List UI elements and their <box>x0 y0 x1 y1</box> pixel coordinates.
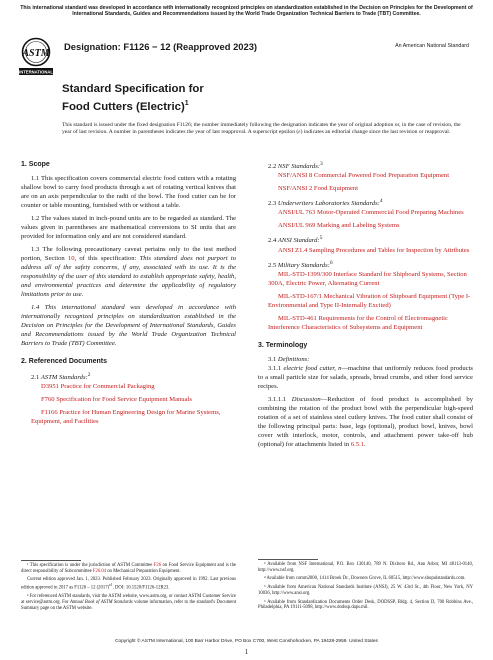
nsf-reference-item <box>258 171 473 180</box>
footnote-edition <box>21 577 236 591</box>
astm-logo-icon <box>19 37 53 77</box>
para-2-4-num: 2.4 <box>268 237 278 245</box>
para-3-1-label: Definitions: <box>277 355 310 363</box>
ansi-reference-code-link[interactable]: ANSI Z1.4 <box>278 246 308 254</box>
para-2-3 <box>258 197 473 208</box>
logo-letters: ASTM <box>22 48 50 59</box>
ul-reference-item <box>258 221 473 230</box>
footnotes-right <box>258 562 473 614</box>
footnote-3: ³ Available from NSF International, P.O. Box 130140, 789 N. Dixboro Rd., Ann Arbor, MI 48113-0140, http://www.nsf.org. <box>258 562 473 573</box>
footnote-2-text-b: volume information, refer to the standard's Document Summary page on the ASTM website. <box>21 600 236 611</box>
edition-doi: . DOI: 10.1520/F1126-12R23. <box>112 585 170 591</box>
nsf-reference-list <box>258 171 473 193</box>
astm-logo <box>19 37 53 77</box>
astm-reference-item <box>21 408 236 426</box>
astm-reference-item <box>21 395 236 404</box>
para-2-5 <box>258 259 473 270</box>
ansi-reference-list <box>258 246 473 255</box>
footnote-1 <box>21 563 236 574</box>
epsilon-marker: ε1 <box>109 583 113 588</box>
ul-reference-code-link[interactable]: ANSI/UL 763 <box>278 209 316 217</box>
nsf-reference-code-link[interactable]: NSF/ANSI 2 <box>278 185 313 193</box>
logo-label: INTERNATIONAL <box>19 69 53 75</box>
para-2-3-label: Underwriters Laboratories Standards: <box>277 200 380 208</box>
ul-reference-title-link[interactable]: Motor-Operated Commercial Food Preparing Machines <box>316 209 464 217</box>
para-3-1-1-1 <box>258 395 473 449</box>
designation: Designation: F1126 − 12 (Reapproved 2023) <box>64 41 258 52</box>
astm-reference-code-link[interactable]: D3951 <box>41 383 59 391</box>
section-heading-terminology: 3. Terminology <box>258 341 308 349</box>
military-reference-title-link[interactable]: Requirements for the Control of Electromagnetic Interference Characteristics of Subsystems and Equipment <box>268 314 448 331</box>
page-number: 1 <box>244 648 249 656</box>
para-1-3-text: 1.3 The following precautionary caveat pertains only to the test method portion, Section <box>21 246 236 262</box>
para-2-1 <box>21 371 236 382</box>
discussion-label: Discussion <box>291 395 321 403</box>
astm-reference-title-link[interactable]: Practice for Commercial Packaging <box>60 383 155 391</box>
section-6-5-1-link[interactable]: 6.5.1 <box>350 440 365 448</box>
footnote-marker[interactable]: 4 <box>379 198 383 205</box>
footnote-marker[interactable]: 2 <box>87 372 91 378</box>
para-1-3-text-b: , of this specification: <box>74 255 140 262</box>
astm-reference-title-link[interactable]: Specification for Food Service Equipment Manuals <box>56 396 192 404</box>
title-text: Food Cutters (Electric) <box>62 100 185 113</box>
right-column <box>258 160 473 453</box>
military-reference-title-link[interactable]: Interface Standard for Shipboard Systems, Section 300A, Electric Power, Alternating Current <box>268 270 467 287</box>
footnote-1-text-c: on Mechanical Preparation Equipment. <box>106 568 181 574</box>
footnote-2-text: ² For referenced ASTM standards, visit the ASTM website, www.astm.org, or contact ASTM Customer Service at service@astm.org. For <box>21 594 236 606</box>
top-notice: This international standard was developed in accordance with internationally recognized principles on standardization established in the Decision on Principles for the Development of International Standards, Guides and Recommendations issued by the World Trade Organization Technical Barriers to Trade (TBT) Committee. <box>20 5 473 18</box>
ansi-reference-title-link[interactable]: Sampling Procedures and Tables for Inspection by Attributes <box>308 246 470 254</box>
astm-reference-code-link[interactable]: F1166 <box>41 409 58 417</box>
annual-book-title: Annual Book of ASTM Standards <box>69 600 133 606</box>
para-3-1-num: 3.1 <box>268 355 278 363</box>
para-2-4 <box>258 234 473 245</box>
para-3-1-1 <box>258 364 473 391</box>
ul-reference-title-link[interactable]: Marking and Labeling Systems <box>316 222 400 230</box>
footnote-6: ⁶ Available from Standardization Documents Order Desk, DODSSP, Bldg. 4, Section D, 700 Robbins Ave., Philadelphia, PA 19111-5098, http://www.dodssp.daps.mil. <box>258 599 473 611</box>
footnote-marker[interactable]: 3 <box>319 161 323 167</box>
ul-reference-item <box>258 208 473 217</box>
military-reference-code-link[interactable]: MIL-STD-461 <box>278 314 317 322</box>
ul-reference-list <box>258 208 473 230</box>
ul-reference-code-link[interactable]: ANSI/UL 969 <box>278 222 316 230</box>
para-1-2: 1.2 The values stated in inch-pound units are to be regarded as standard. The values given in parentheses are mathematical conversions to SI units that are provided for information only and are not considered standard. <box>21 215 236 240</box>
para-2-2 <box>258 160 473 171</box>
copyright-notice: Copyright © ASTM International, 100 Barr Harbor Drive, PO Box C700, West Conshohocken, PA 19428-2959. United States <box>115 639 378 644</box>
footnote-divider-left <box>21 560 81 561</box>
para-2-3-num: 2.3 <box>268 200 278 208</box>
para-2-2-num: 2.2 <box>268 163 278 171</box>
section-heading-scope: 1. Scope <box>21 161 50 168</box>
military-reference-list <box>258 270 473 332</box>
safety-caveat: This standard does not purport to address all of the safety concerns, if any, associated with its use. It is the responsibility of the user of this standard to establish appropriate safety, health, and environmental practices and determine the applicability of regulatory limitations prior to use. <box>21 255 236 298</box>
footnote-divider-right <box>258 559 318 560</box>
term-definition: —machine that uniformly reduces food products to a small particle size for salads, spreads, bread crumbs, and other food service recipes. <box>258 364 473 390</box>
para-3-1-1-num: 3.1.1 <box>268 364 284 372</box>
para-1-4: 1.4 This international standard was developed in accordance with internationally recognized principles on standardization established in the Decision on Principles for the Development of International Standards, Guides and Recommendations issued by the World Trade Organization Technical Barriers to Trade (TBT) Committee. <box>21 304 236 347</box>
para-3-1-1-1-num: 3.1.1.1 <box>268 395 292 403</box>
astm-reference-item <box>21 382 236 391</box>
military-reference-item <box>258 292 473 310</box>
para-2-4-label: ANSI Standard: <box>277 237 320 245</box>
section-heading-referenced-documents: 2. Referenced Documents <box>21 358 107 365</box>
section-10-link[interactable]: 10 <box>67 255 75 262</box>
para-2-5-num: 2.5 <box>268 261 278 269</box>
discussion-text: —Reduction of food product is accomplished by combining the rotation of the product bowl with the perpendicular high-speed rotation of a set of stainless steel cutlery knives. The food cutter shall consist of the following principal parts: base, legs (optional), product bowl, knives, bowl cover with interlock, motor, controls, and attachment power take-off hub (optional) for attachments listed in <box>258 395 474 448</box>
astm-reference-code-link[interactable]: F760 <box>41 396 55 404</box>
footnote-marker[interactable]: 5 <box>319 235 323 242</box>
ansi-reference-item <box>258 246 473 255</box>
military-reference-item <box>258 270 473 288</box>
para-3-1 <box>258 355 473 364</box>
military-reference-item <box>258 314 473 332</box>
military-reference-code-link[interactable]: MIL-STD-167/1 <box>278 292 322 300</box>
discussion-end: . <box>364 440 366 448</box>
para-2-5-label: Military Standards: <box>277 261 330 269</box>
title-footnote-marker[interactable]: 1 <box>184 99 189 107</box>
footnote-5: ⁵ Available from American National Standards Institute (ANSI), 25 W. 43rd St., 4th Floor, New York, NY 10036, http://www.ansi.org. <box>258 585 473 596</box>
subcommittee-f26-04-link[interactable]: F26.04 <box>92 568 107 574</box>
footnote-1-text: ¹ This specification is under the jurisdiction of ASTM Committee <box>27 563 154 568</box>
nsf-reference-title-link[interactable]: Food Equipment <box>313 185 359 193</box>
para-1-1: 1.1 This specification covers commercial electric food cutters with a rotating shallow bowl to carry food products through a set of rotating vertical knives that are on an axis perpendicular to the radii of the bowl. The food cutter can be for counter or table mounting, furnished with or without a table. <box>21 175 236 209</box>
nsf-reference-title-link[interactable]: Commercial Powered Food Preparation Equipment <box>313 172 450 180</box>
footnote-4: ⁴ Available from comm2000, 1414 Brook Dr., Downers Grove, IL 60515, http://www.shopulstandards.com. <box>264 576 466 582</box>
ans-label: An American National Standard <box>395 43 469 49</box>
footnote-marker[interactable]: 6 <box>329 259 333 266</box>
footnotes-left <box>21 563 236 614</box>
title-line-2 <box>62 97 204 114</box>
title-line-1: Standard Specification for <box>62 83 204 95</box>
committee-f26-link[interactable]: F26 <box>153 563 162 568</box>
astm-reference-title-link[interactable]: Practice for Human Engineering Design for Marine Systems, Equipment, and Facilities <box>31 409 221 426</box>
para-2-1-label: ASTM Standards: <box>40 374 88 382</box>
military-reference-code-link[interactable]: MIL-STD-1399/300 <box>278 270 332 278</box>
footnote-2 <box>21 594 236 611</box>
footnote-1-text-b: on Food Service Equipment and is the direct responsibility of Subcommittee <box>21 563 237 574</box>
para-2-1-num: 2.1 <box>31 374 41 382</box>
astm-reference-list <box>21 382 236 426</box>
para-2-2-label: NSF Standards: <box>277 163 320 171</box>
edition-text: Current edition approved Jan. 1, 2023. Published February 2023. Originally approved in 1992. Last previous edition approved in 2017 as F1126 – 12 (2017) <box>21 577 236 591</box>
intro-note: This standard is issued under the fixed designation F1126; the number immediately following the designation indicates the year of original adoption or, in the case of revision, the year of last revision. A number in parentheses indicates the year of last reapproval. A superscript epsilon (ε) indicates an editorial change since the last revision or reapproval. <box>62 122 461 135</box>
nsf-reference-item <box>258 184 473 193</box>
nsf-reference-code-link[interactable]: NSF/ANSI 8 <box>278 172 313 180</box>
page-title <box>62 83 204 114</box>
left-column <box>21 160 236 430</box>
para-1-3 <box>21 245 236 299</box>
military-reference-title-link[interactable]: Mechanical Vibration of Shipboard Equipment (Type I-Environmental and Type II-Internally Excited) <box>268 292 471 309</box>
term-electric-food-cutter: electric food cutter, n <box>283 364 342 372</box>
